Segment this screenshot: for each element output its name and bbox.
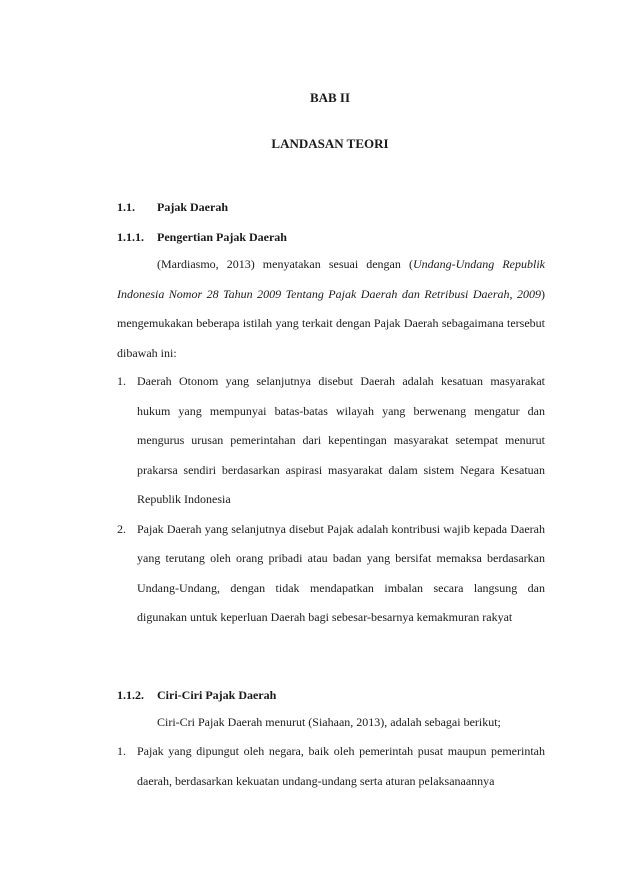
list-item <box>117 737 545 796</box>
heading-number: 1.1.1. <box>117 230 144 244</box>
intro-text: (Mardiasmo, 2013) menyatakan sesuai dengan ( <box>157 257 413 271</box>
list-item-text: Pajak yang dipungut oleh negara, baik oleh pemerintah pusat maupun pemerintah daerah, berdasarkan kekuatan undang-undang serta aturan pelaksanaannya <box>137 744 545 788</box>
list-item <box>117 367 545 515</box>
heading-title: Pajak Daerah <box>157 200 228 214</box>
list-marker: 1. <box>117 374 126 388</box>
heading-number: 1.1. <box>117 200 135 214</box>
list-item-text: Daerah Otonom yang selanjutnya disebut Daerah adalah kesatuan masyarakat hukum yang mempunyai batas-batas wilayah yang berwenang mengatur dan mengurus urusan pemerintahan dari kepentingan masyarakat setempat menurut prakarsa sendiri berdasarkan aspirasi masyarakat dalam sistem Negara Kesatuan Republik Indonesia <box>137 374 545 506</box>
heading-number: 1.1.2. <box>117 688 144 702</box>
definition-list <box>117 367 545 633</box>
chapter-number: BAB II <box>309 90 351 105</box>
chapter-title: LANDASAN TEORI <box>271 136 389 151</box>
list-marker: 2. <box>117 521 126 536</box>
heading-1-1-1 <box>117 230 287 245</box>
list-item <box>117 515 545 633</box>
intro-text-end: ) mengemukakan beberapa istilah yang terkait dengan Pajak Daerah sebagaimana tersebut dibawah ini: <box>117 286 545 360</box>
heading-title: Ciri-Ciri Pajak Daerah <box>157 688 277 702</box>
intro-citation: Undang-Undang Republik Indonesia Nomor 28 Tahun 2009 Tentang Pajak Daerah dan Retribusi Daerah, 2009 <box>117 257 545 301</box>
ciri-intro-paragraph: Ciri-Cri Pajak Daerah menurut (Siahaan, 2013), adalah sebagai berikut; <box>157 715 501 729</box>
intro-paragraph <box>117 250 545 368</box>
heading-title: Pengertian Pajak Daerah <box>157 230 287 244</box>
ciri-list <box>117 737 545 796</box>
heading-1-1-2 <box>117 688 276 703</box>
list-marker: 1. <box>117 744 126 758</box>
heading-1-1 <box>117 200 228 215</box>
list-item-text: Pajak Daerah yang selanjutnya disebut Pajak adalah kontribusi wajib kepada Daerah yang terutang oleh orang pribadi atau badan yang bersifat memaksa berdasarkan Undang-Undang, dengan tidak mendapatkan imbalan secara langsung dan digunakan untuk keperluan Daerah bagi sebesar-besarnya kemakmuran rakyat <box>137 521 545 624</box>
